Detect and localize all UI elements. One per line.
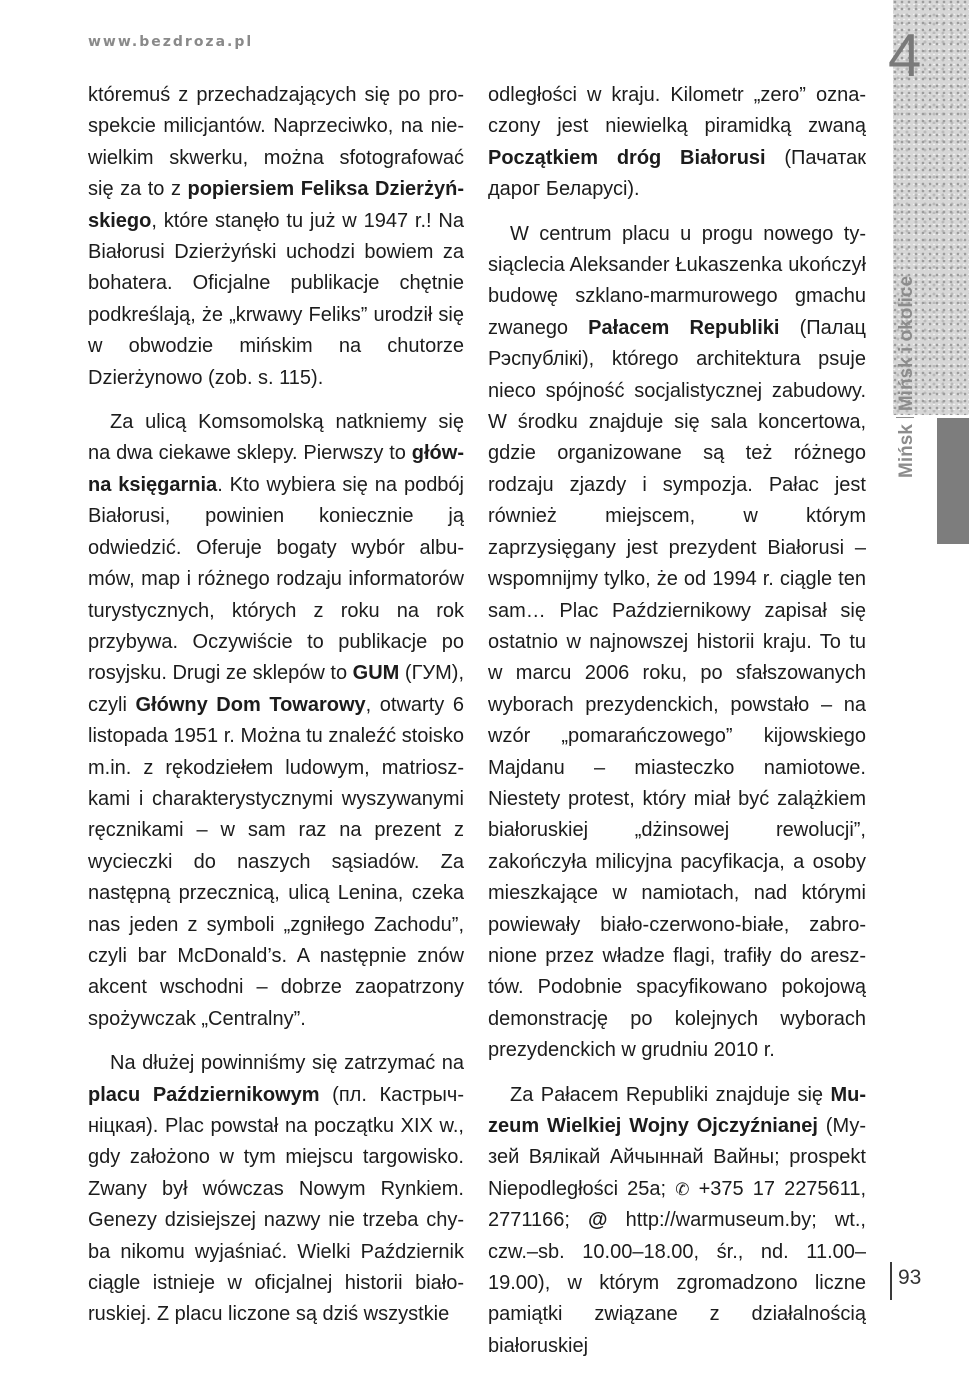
paragraph — [488, 1080, 866, 1363]
text-run: http://warmuseum.by; wt., czw.–sb. 10.00–18.00, śr., nd. 11.00–19.00), w którym zgromadzono liczne pamiątki związane z działalnością białoruskiej — [488, 1209, 866, 1357]
text-run: Za ulicą Komsomolską natkniemy się na dwa ciekawe sklepy. Pierwszy to — [88, 411, 464, 465]
bold-term: GUM — [352, 662, 400, 685]
text-run: Na dłużej powinniśmy się zatrzymać na — [110, 1052, 464, 1075]
text-run: , które stanęło tu już w 1947 r.! Na Białorusi Dzierżyński uchodzi bowiem za bohatera. Oficjalne publikacje chętnie podkreślają, że „krwawy Feliks” urodził się w obwodzie mińskim na chutorze Dzierżynowo (zob. s. 115). — [88, 209, 464, 389]
text-run: Za Pałacem Republiki znajduje się — [510, 1083, 831, 1106]
text-run: (Пачатак дарог Беларусі). — [488, 146, 867, 201]
right-column — [488, 80, 866, 1375]
chapter-number: 4 — [888, 22, 922, 89]
paragraph — [88, 80, 464, 394]
paragraph — [488, 80, 866, 206]
left-column — [88, 80, 464, 1344]
bold-term: placu Październikowym — [88, 1083, 320, 1106]
paragraph — [88, 407, 464, 1035]
chapter-tab-marker — [937, 418, 969, 544]
text-run: (Палац Рэспублікі), którego architektura psuje nieco spójność socjalistycznej zabudowy. W środku znajduje się sala koncertowa, gdzie organizowane są też różnego rodzaju zjazdy i sympozja. Pałac jest również miejscem, w którym zaprzysięgany jest prezydent Białorusi – wspomnijmy tylko, że od 1994 r. ciągle ten sam… Plac Październikowy zapisał się ostatnio w najnowszej historii kraju. To tu w marcu 2006 roku, po sfałszowanych wyborach prezydenckich, powstało – na wzór „pomarańczowego” kijowskiego Majdanu – miasteczko namiotowe. Niestety protest, który miał być zalążkiem białoruskiej „dżinsowej rewolucji”, zakończyła milicyjna pacyfikacja, a osoby mieszkające w namiotach, nad którymi powiewały biało-czerwono-białe, zabronione przez władze flagi, trafiły do aresztów. Podobnie spacyfikowano pokojową demonstrację po kolejnych wyborach prezydenckich w grudniu 2010 r. — [488, 316, 866, 1062]
paragraph — [488, 219, 866, 1067]
text-run: (пл. Кастрычніцкая). Plac powstał na początku XIX w., gdy założono w tym miejscu targowisko. Zwany był wówczas Nowym Rynkiem. Genezy dzisiejszej nazwy nie trzeba chyba nikomu wyjaśniać. Wielki Październik ciągle istnieje w oficjalnej historii białoruskiej. Z placu liczone są dziś wszystkie — [88, 1083, 464, 1326]
side-label-divider — [896, 417, 914, 418]
side-label — [896, 276, 918, 478]
page-number-rule — [890, 1262, 892, 1300]
bold-term: Muzeum Wielkiej Wojny Ojczyźnianej — [488, 1083, 866, 1137]
text-run: odległości w kraju. Kilometr „zero” oznaczony jest niewielką piramidką zwaną — [488, 84, 866, 138]
paragraph — [88, 1048, 464, 1331]
text-run: (Музей Вялікай Айчыннай Вайны; prospekt Niepodległości 25a; — [488, 1115, 866, 1200]
text-run: któremuś z przechadzających się po prospekcie milicjantów. Naprzeciwko, na niewielkim skwerku, można sfotografować się za to z — [88, 84, 464, 201]
site-url: www.bezdroza.pl — [88, 34, 254, 50]
side-label-section: Mińsk i okolice — [896, 275, 917, 412]
bold-term: Główny Dom Towarowy — [135, 693, 366, 716]
page-number: 93 — [898, 1266, 922, 1289]
bold-term: główna księgarnia — [88, 442, 464, 496]
bold-term: Początkiem dróg Białorusi — [488, 146, 766, 169]
bold-term: popiersiem Feliksa Dzierżyńskiego — [88, 178, 464, 232]
text-run: , otwarty 6 listopada 1951 r. Można tu znaleźć stoisko m.in. z rękodziełem ludowym, matrioszkami i charakterystycznymi wyszywanymi ręcznikami – w sam raz na prezent z wycieczki do naszych sąsiadów. Za następną przecznicą, ulicą Lenina, czeka nas jeden z symboli „zgniłego Zachodu”, czyli bar McDonald’s. A następnie znów akcent wschodni – dobrze zaopatrzony spożywczak „Centralny”. — [88, 693, 464, 1030]
text-run: +375 17 2275611, 2771166; — [488, 1177, 866, 1232]
text-run: . Kto wybiera się na podbój Białorusi, powinien koniecznie ją odwiedzić. Oferuje bogaty wybór albumów, map i różnego rodzaju informatorów turystycznych, których z roku na rok przybywa. Oczywiście to publikacje po rosyjsku. Drugi ze sklepów to — [88, 473, 465, 685]
at-icon: @ — [588, 1209, 608, 1232]
side-label-city: Mińsk — [896, 424, 917, 478]
bold-term: Pałacem Republiki — [588, 316, 780, 339]
text-run: W centrum placu u progu nowego tysiąclecia Aleksander Łukaszenka ukończył budowę szklano-marmurowego gmachu zwanego — [488, 222, 866, 339]
text-run: (ГУМ), czyli — [88, 662, 464, 716]
phone-icon: ✆ — [675, 1179, 690, 1199]
